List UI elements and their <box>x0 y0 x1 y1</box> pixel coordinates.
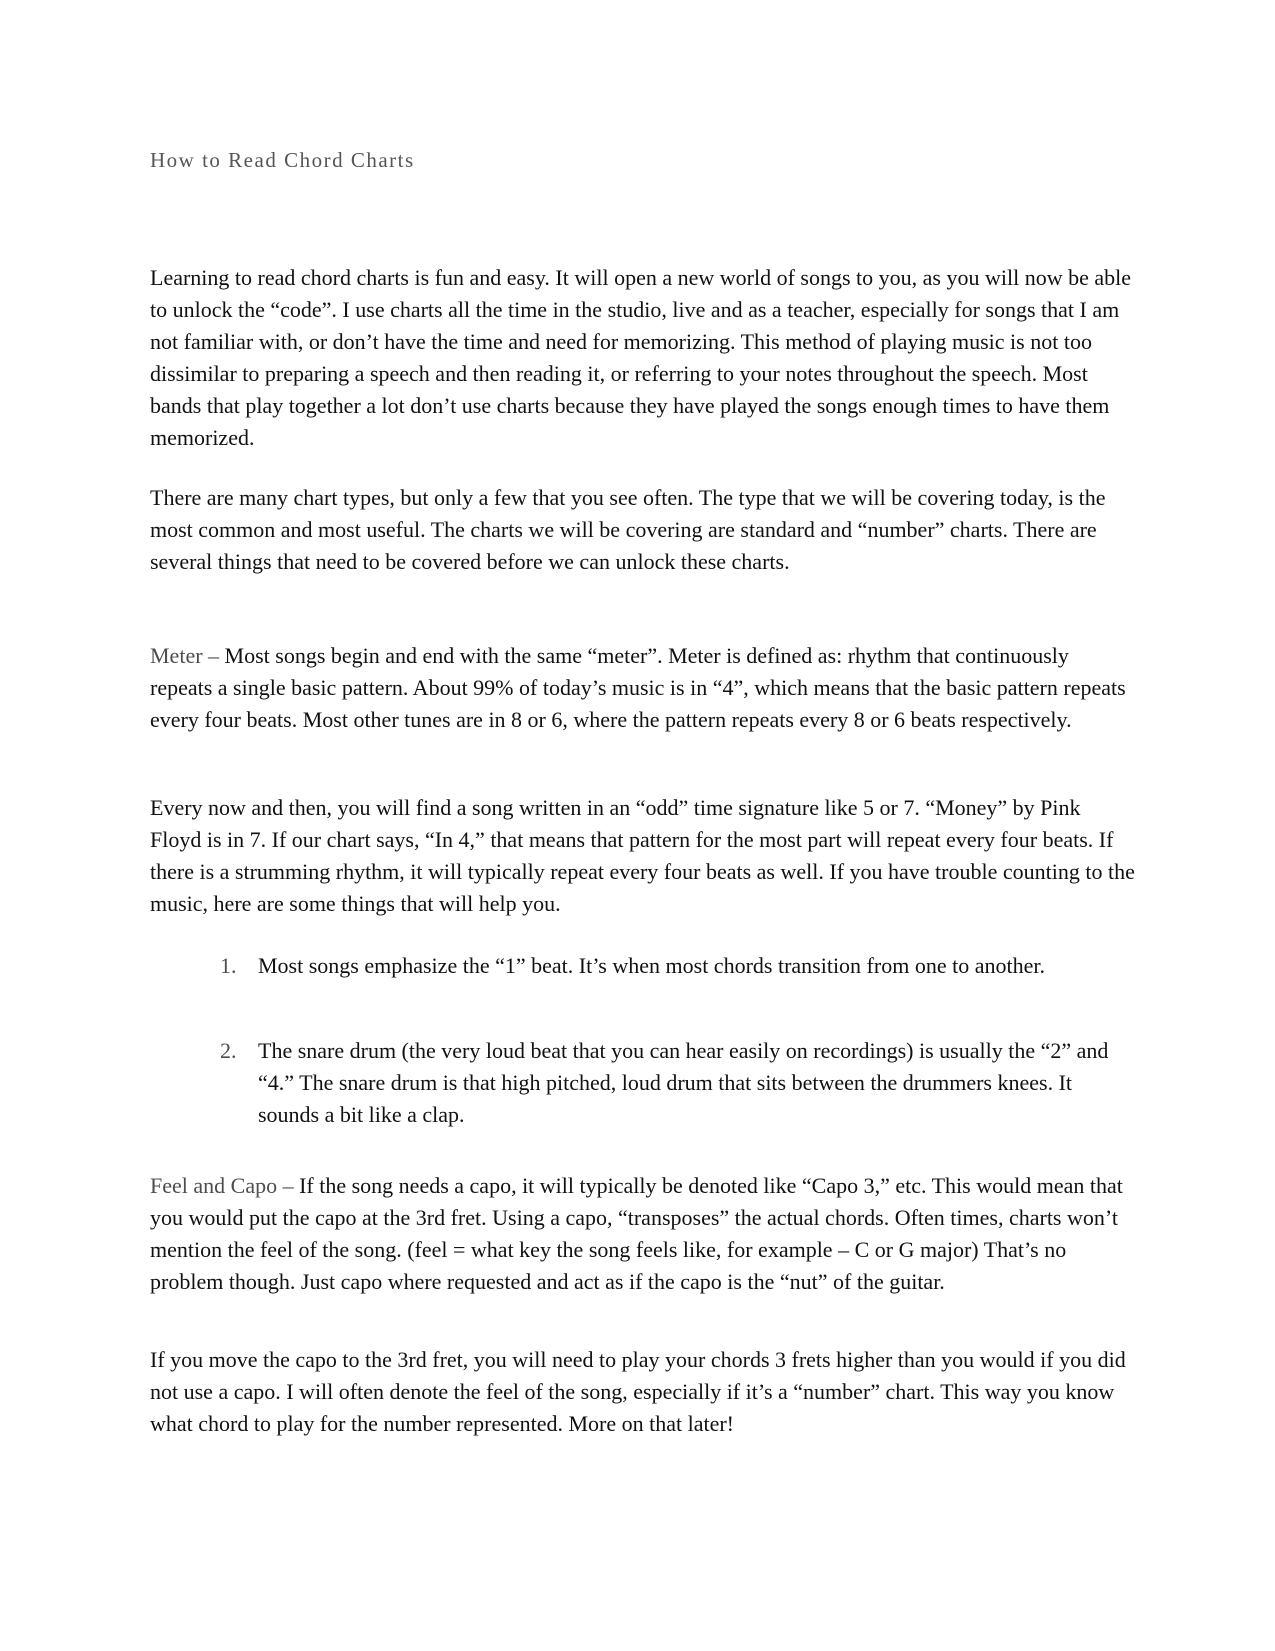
paragraph-feel-capo <box>150 1170 1135 1298</box>
feel-capo-label: Feel and Capo – <box>150 1173 294 1198</box>
feel-capo-text: If the song needs a capo, it will typically be denoted like “Capo 3,” etc. This would mean that you would put the capo at the 3rd fret. Using a capo, “transposes” the actual chords. Often times, charts won’t mention the feel of the song. (feel = what key the song feels like, for example – C or G major) That’s no problem though. Just capo where requested and act as if the capo is the “nut” of the guitar. <box>150 1173 1123 1294</box>
paragraph-capo-fret: If you move the capo to the 3rd fret, you will need to play your chords 3 frets higher than you would if you did not use a capo. I will often denote the feel of the song, especially if it’s a “number” chart. This way you know what chord to play for the number represented. More on that later! <box>150 1347 1126 1436</box>
list-item <box>220 950 1130 982</box>
list-item-text: Most songs emphasize the “1” beat. It’s when most chords transition from one to another. <box>258 953 1045 978</box>
list-number: 2. <box>220 1038 237 1063</box>
list-item-text: The snare drum (the very loud beat that you can hear easily on recordings) is usually the “2” and “4.” The snare drum is that high pitched, loud drum that sits between the drummers knees. It sounds a bit like a clap. <box>258 1038 1109 1127</box>
paragraph-chart-types: There are many chart types, but only a few that you see often. The type that we will be covering today, is the most common and most useful. The charts we will be covering are standard and “number” charts. There are several things that need to be covered before we can unlock these charts. <box>150 485 1106 574</box>
document-title: How to Read Chord Charts <box>150 148 415 172</box>
paragraph-odd-time: Every now and then, you will find a song written in an “odd” time signature like 5 or 7. “Money” by Pink Floyd is in 7. If our chart says, “In 4,” that means that pattern for the most part will repeat every four beats. If there is a strumming rhythm, it will typically repeat every four beats as well. If you have trouble counting to the music, here are some things that will help you. <box>150 795 1135 916</box>
list-item <box>220 1035 1130 1131</box>
meter-label: Meter – <box>150 643 220 668</box>
paragraph-intro: Learning to read chord charts is fun and easy. It will open a new world of songs to you, as you will now be able to unlock the “code”. I use charts all the time in the studio, live and as a teacher, especially for songs that I am not familiar with, or don’t have the time and need for memorizing. This method of playing music is not too dissimilar to preparing a speech and then reading it, or referring to your notes throughout the speech. Most bands that play together a lot don’t use charts because they have played the songs enough times to have them memorized. <box>150 265 1131 450</box>
paragraph-meter <box>150 640 1135 736</box>
meter-text: Most songs begin and end with the same “meter”. Meter is defined as: rhythm that continuously repeats a single basic pattern. About 99% of today’s music is in “4”, which means that the basic pattern repeats every four beats. Most other tunes are in 8 or 6, where the pattern repeats every 8 or 6 beats respectively. <box>150 643 1126 732</box>
list-number: 1. <box>220 953 237 978</box>
